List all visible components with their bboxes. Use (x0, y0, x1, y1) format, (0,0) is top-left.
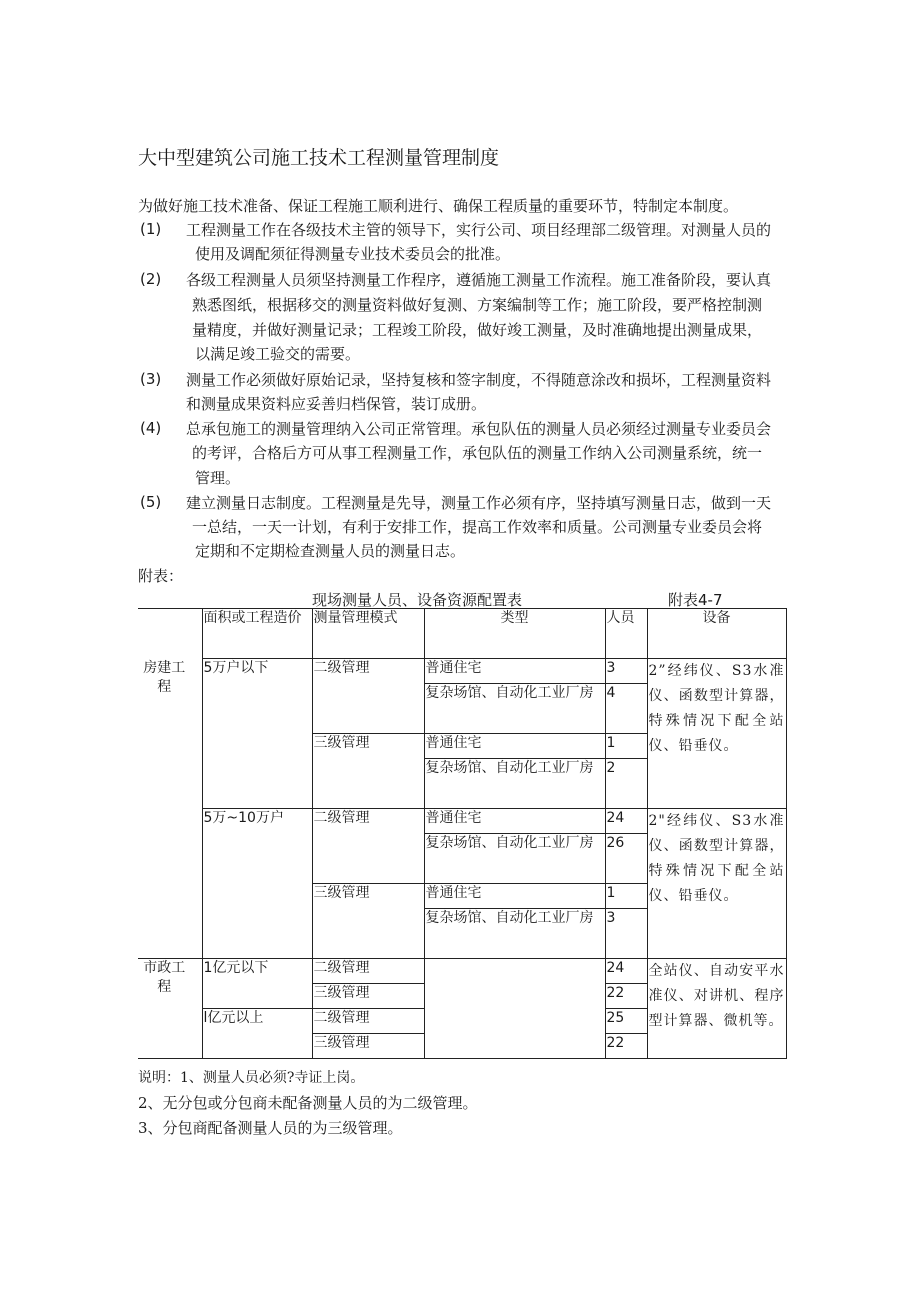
type-cell: 普通住宅 (424, 734, 605, 759)
item-4-line-3: 管理。 (195, 469, 241, 487)
mode-cell: 二级管理 (312, 659, 424, 734)
item-5-line-2: 一总结，一天一计划，有利于安排工作，提高工作效率和质量。公司测量专业委员会将 (192, 518, 763, 536)
item-1-line-1: 工程测量工作在各级技术主管的领导下，实行公司、项目经理部二级管理。对测量人员的 (186, 221, 772, 239)
equipment-cell (647, 659, 786, 809)
note-3: 3、分包商配备测量人员的为三级管理。 (138, 1119, 403, 1137)
type-cell-empty (424, 959, 605, 1059)
resource-table (138, 608, 787, 1059)
area-cell: 5万~10万户 (202, 809, 312, 959)
mode-cell: 三级管理 (312, 1034, 424, 1059)
area-cell: 1亿元以下 (202, 959, 312, 1009)
item-4-line-2: 的考评，合格后方可从事工程测量工作，承包队伍的测量工作纳入公司测量系统，统一 (192, 444, 763, 462)
equipment-text: 全站仪、自动安平水准仪、对讲机、程序型计算器、微机等。 (648, 963, 785, 1029)
area-cell: l亿元以上 (202, 1009, 312, 1059)
item-number: (4) (140, 419, 162, 437)
header-mode: 测量管理模式 (312, 609, 424, 659)
page-title: 大中型建筑公司施工技术工程测量管理制度 (138, 147, 500, 169)
item-5-line-3: 定期和不定期检查测量人员的测量日志。 (195, 542, 466, 560)
staff-cell: 25 (605, 1009, 647, 1034)
type-cell: 复杂场馆、自动化工业厂房 (424, 759, 605, 809)
header-corner (138, 609, 202, 659)
staff-cell: 3 (605, 659, 647, 684)
mode-cell: 三级管理 (312, 734, 424, 809)
equipment-text: 2”经纬仪、S3水准仪、函数型计算器，特殊情况下配全站仪、铅垂仪。 (648, 663, 785, 754)
type-cell: 普通住宅 (424, 884, 605, 909)
mode-cell: 二级管理 (312, 959, 424, 984)
item-4-line-1: 总承包施工的测量管理纳入公司正常管理。承包队伍的测量人员必须经过测量专业委员会 (186, 420, 772, 438)
municipal-category: 市政工程 (138, 959, 202, 1059)
type-cell: 复杂场馆、自动化工业厂房 (424, 834, 605, 884)
mode-cell: 二级管理 (312, 1009, 424, 1034)
table-row (138, 959, 786, 984)
staff-cell: 1 (605, 734, 647, 759)
header-type: 类型 (424, 609, 605, 659)
item-number: (5) (140, 493, 162, 511)
mode-cell: 三级管理 (312, 884, 424, 959)
item-2-line-4: 以满足竣工验交的需要。 (195, 345, 361, 363)
item-2-line-1: 各级工程测量人员须坚持测量工作程序，遵循施工测量工作流程。施工准备阶段，要认真 (186, 271, 772, 289)
item-number: (1) (140, 220, 162, 238)
note-2: 2、无分包或分包商未配备测量人员的为二级管理。 (138, 1094, 478, 1112)
item-number: (3) (140, 370, 162, 388)
equipment-cell (647, 959, 786, 1059)
item-2-line-3: 量精度，并做好测量记录；工程竣工阶段，做好竣工测量，及时准确地提出测量成果， (192, 321, 763, 339)
staff-cell: 24 (605, 959, 647, 984)
staff-cell: 26 (605, 834, 647, 884)
appendix-label: 附表： (138, 567, 184, 585)
header-staff: 人员 (605, 609, 647, 659)
table-row (138, 659, 786, 684)
table-header-row (138, 609, 786, 659)
mode-cell: 二级管理 (312, 809, 424, 884)
item-2-line-2: 熟悉图纸，根据移交的测量资料做好复测、方案编制等工作；施工阶段，要严格控制测 (192, 296, 763, 314)
type-cell: 普通住宅 (424, 809, 605, 834)
header-area: 面积或工程造价 (202, 609, 312, 659)
type-cell: 普通住宅 (424, 659, 605, 684)
mode-cell: 三级管理 (312, 984, 424, 1009)
type-cell: 复杂场馆、自动化工业厂房 (424, 909, 605, 959)
equipment-cell (647, 809, 786, 959)
note-1: 说明：1、测量人员必须?寺证上岗。 (138, 1070, 365, 1086)
area-cell: 5万户以下 (202, 659, 312, 809)
item-number: (2) (140, 270, 162, 288)
intro-paragraph: 为做好施工技术准备、保证工程施工顺利进行、确保工程质量的重要环节，特制定本制度。 (138, 197, 739, 215)
item-3-line-2: 和测量成果资料应妥善归档保管，装订成册。 (186, 395, 487, 413)
table-caption: 现场测量人员、设备资源配置表 (312, 591, 523, 609)
item-3-line-1: 测量工作必须做好原始记录，坚持复核和签字制度，不得随意涂改和损坏，工程测量资料 (186, 371, 772, 389)
staff-cell: 1 (605, 884, 647, 909)
staff-cell: 3 (605, 909, 647, 959)
item-5-line-1: 建立测量日志制度。工程测量是先导，测量工作必须有序，坚持填写测量日志，做到一天 (186, 494, 772, 512)
staff-cell: 22 (605, 1034, 647, 1059)
staff-cell: 4 (605, 684, 647, 734)
staff-cell: 2 (605, 759, 647, 809)
staff-cell: 22 (605, 984, 647, 1009)
table-number: 附表4-7 (668, 591, 723, 609)
equipment-text: 2"经纬仪、S3水准仪、函数型计算器，特殊情况下配全站仪、铅垂仪。 (648, 813, 785, 904)
type-cell: 复杂场馆、自动化工业厂房 (424, 684, 605, 734)
item-1-line-2: 使用及调配须征得测量专业技术委员会的批准。 (195, 245, 511, 263)
staff-cell: 24 (605, 809, 647, 834)
header-equipment: 设备 (647, 609, 786, 659)
table-row (138, 809, 786, 834)
housing-category: 房建工程 (138, 659, 202, 959)
